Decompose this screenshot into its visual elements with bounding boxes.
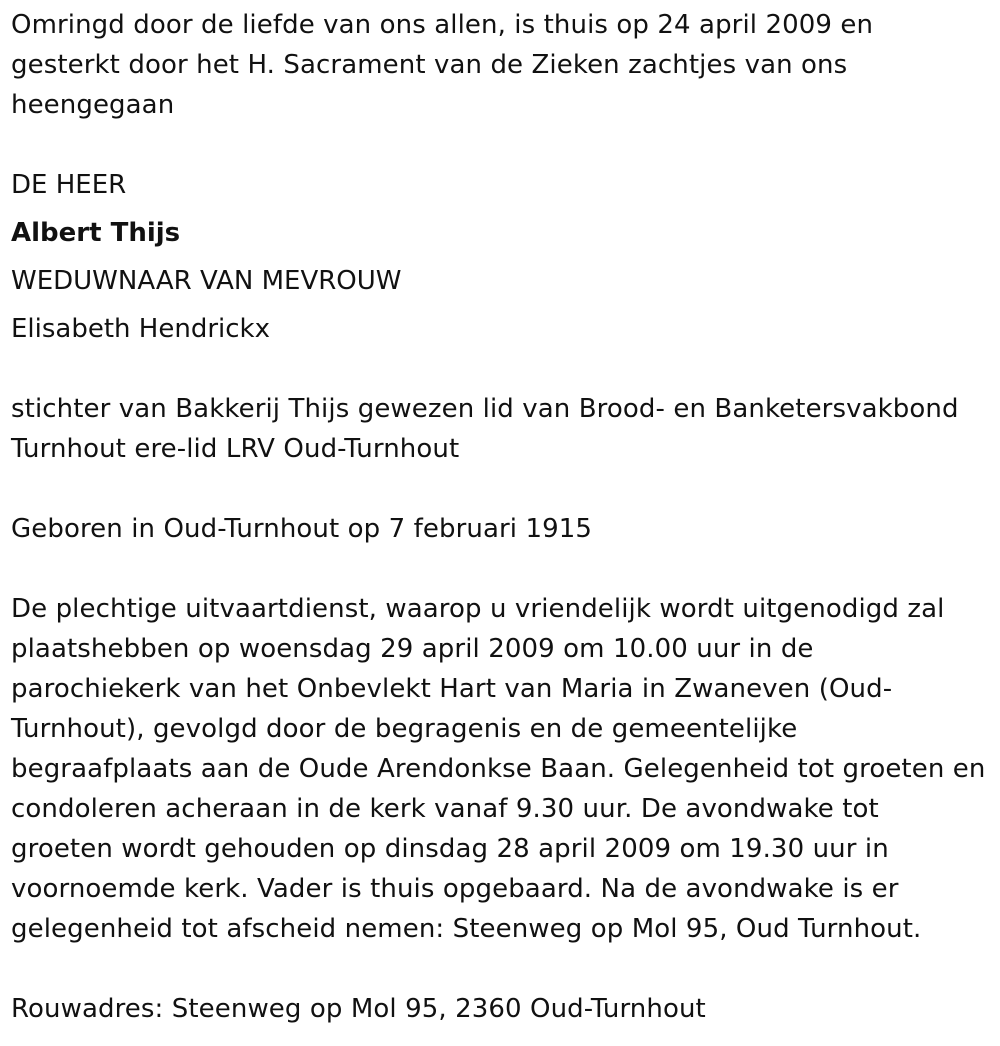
funeral-paragraph: De plechtige uitvaartdienst, waarop u vriendelijk wordt uitgenodigd zal plaatshebben op woensdag 29 april 2009 om 10.00 uur in de parochiekerk van het Onbevlekt Hart van Maria in Zwaneven (Oud-Turnhout), gevolgd door de begragenis en de gemeentelijke begraafplaats aan de Oude Arendonkse Baan. Gelegenheid tot groeten en condoleren acheraan in de kerk vanaf 9.30 uur. De avondwake tot groeten wordt gehouden op dinsdag 28 april 2009 om 19.30 uur in voornoemde kerk. Vader is thuis opgebaard. Na de avondwake is er gelegenheid tot afscheid nemen: Steenweg op Mol 95, Oud Turnhout. <box>11 594 986 944</box>
intro-paragraph: Omringd door de liefde van ons allen, is thuis op 24 april 2009 en gesterkt door het H. Sacrament van de Zieken zachtjes van ons heengegaan <box>11 10 874 120</box>
honorific-title: DE HEER <box>11 170 127 200</box>
mourning-address: Rouwadres: Steenweg op Mol 95, 2360 Oud-Turnhout <box>11 994 706 1024</box>
deceased-name: Albert Thijs <box>11 218 181 248</box>
description-paragraph: stichter van Bakkerij Thijs gewezen lid van Brood- en Banketersvakbond Turnhout ere-lid LRV Oud-Turnhout <box>11 394 959 464</box>
birth-line: Geboren in Oud-Turnhout op 7 februari 1915 <box>11 514 593 544</box>
obituary-text <box>11 5 986 1029</box>
spouse-name: Elisabeth Hendrickx <box>11 314 270 344</box>
relation-title: WEDUWNAAR VAN MEVROUW <box>11 266 402 296</box>
